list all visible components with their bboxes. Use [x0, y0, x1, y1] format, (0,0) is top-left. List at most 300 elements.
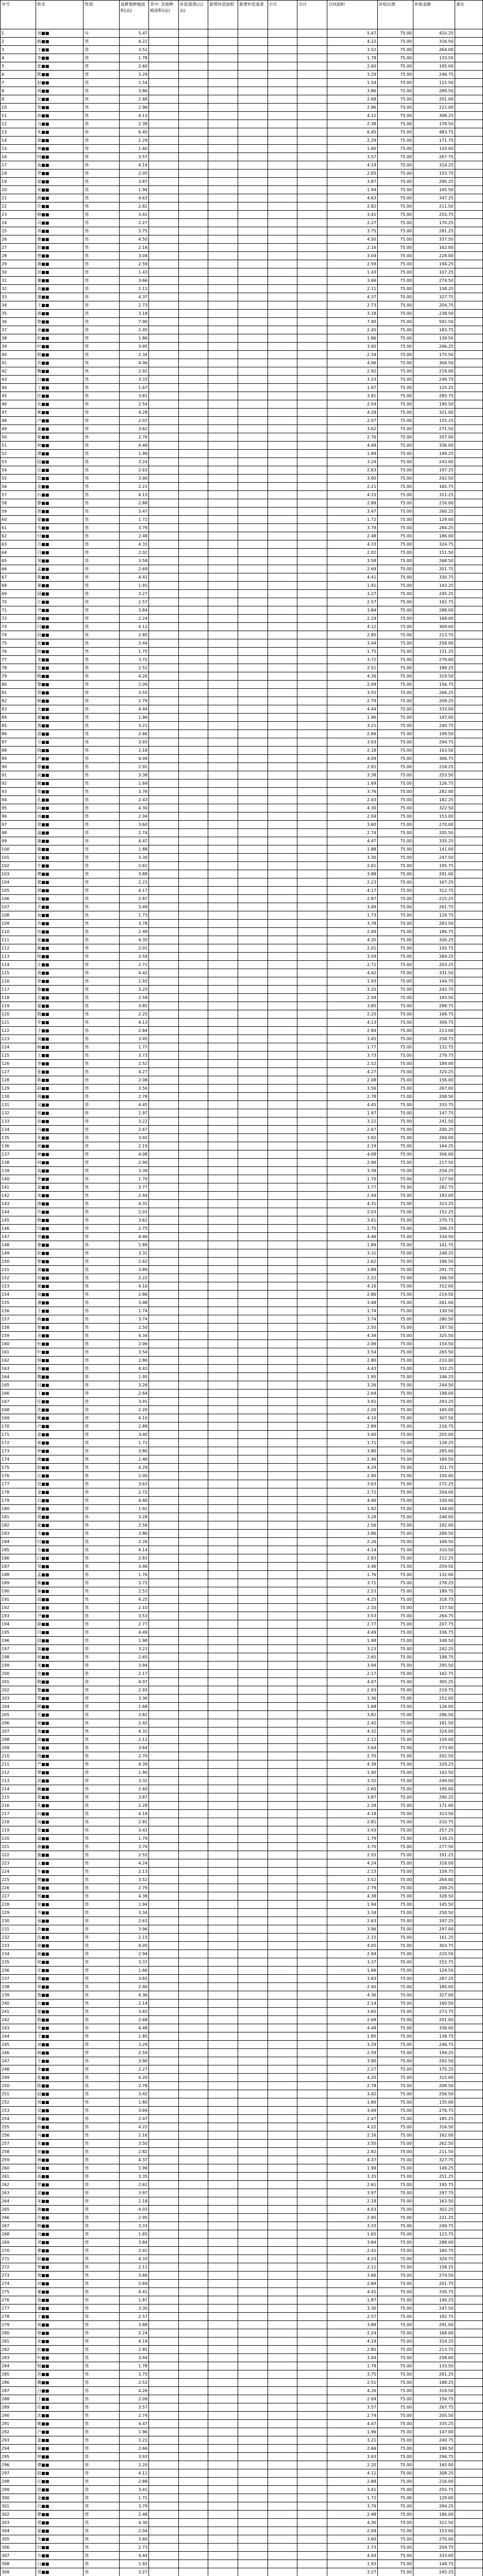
row-index: 299	[1, 2486, 36, 2494]
table-row	[1, 161, 483, 170]
row-area: 4.18	[119, 1810, 149, 1818]
row-empty	[149, 450, 179, 458]
row-empty	[238, 79, 268, 87]
row-amount: 247.50	[413, 854, 455, 862]
row-contract-area: 1.98	[327, 1637, 377, 1645]
row-empty	[178, 1859, 208, 1868]
row-area: 1.69	[119, 779, 149, 788]
row-sex: 男	[84, 2239, 119, 2247]
row-contract-area: 1.67	[327, 384, 377, 392]
row-area: 1.78	[119, 2362, 149, 2370]
row-empty	[208, 2519, 238, 2527]
row-area: 4.42	[119, 969, 149, 977]
row-area: 4.17	[119, 887, 149, 895]
row-name: 刘■■	[36, 2041, 84, 2049]
row-empty	[238, 334, 268, 343]
row-empty	[208, 1991, 238, 1999]
row-empty	[208, 301, 238, 310]
row-empty	[238, 2032, 268, 2041]
row-amount: 337.50	[413, 235, 455, 244]
row-sex: 男	[84, 2206, 119, 2214]
row-index: 276	[1, 2296, 36, 2304]
row-empty	[149, 277, 179, 285]
row-name: 王■■	[36, 2057, 84, 2065]
row-area: 2.71	[119, 961, 149, 969]
row-empty	[268, 1975, 297, 1983]
row-empty	[178, 2222, 208, 2230]
row-sex: 男	[84, 2173, 119, 2181]
row-empty	[238, 442, 268, 450]
row-empty	[297, 1150, 327, 1159]
table-row	[1, 1571, 483, 1579]
row-empty	[238, 301, 268, 310]
row-empty	[238, 1324, 268, 1332]
row-empty	[297, 1563, 327, 1571]
table-row	[1, 54, 483, 62]
row-empty	[238, 1909, 268, 1917]
row-sex: 男	[84, 1480, 119, 1488]
row-area: 2.96	[119, 104, 149, 112]
row-empty	[149, 194, 179, 202]
table-row	[1, 301, 483, 310]
table-row	[1, 1002, 483, 1010]
row-empty	[268, 104, 297, 112]
row-empty	[208, 2511, 238, 2519]
row-name: 崔■■	[36, 2445, 84, 2453]
row-name: 潘■■	[36, 293, 84, 301]
row-sex: 男	[84, 1785, 119, 1793]
row-empty	[149, 722, 179, 730]
row-area: 2.60	[119, 1785, 149, 1793]
row-name: 毛■■	[36, 1711, 84, 1719]
row-note	[455, 1769, 482, 1777]
row-name: 冯■■	[36, 1225, 84, 1233]
row-index: 131	[1, 1101, 36, 1109]
row-empty	[238, 598, 268, 606]
row-note	[455, 870, 482, 878]
row-sex: 男	[84, 71, 119, 79]
row-empty	[208, 79, 238, 87]
row-note	[455, 2478, 482, 2486]
row-contract-area: 2.24	[327, 2329, 377, 2337]
row-empty	[238, 1554, 268, 1563]
row-note	[455, 2313, 482, 2321]
row-empty	[178, 747, 208, 755]
row-empty	[178, 104, 208, 112]
row-empty	[208, 2107, 238, 2115]
row-empty	[178, 598, 208, 606]
row-empty	[208, 1694, 238, 1703]
row-empty	[297, 1340, 327, 1348]
row-note	[455, 112, 482, 120]
row-empty	[208, 466, 238, 474]
row-index: 119	[1, 1002, 36, 1010]
row-name: 韦■■	[36, 2535, 84, 2544]
row-empty	[238, 1233, 268, 1241]
row-percent: 75.00	[377, 194, 413, 202]
row-percent: 75.00	[377, 1159, 413, 1167]
row-empty	[297, 2511, 327, 2519]
table-row	[1, 1488, 483, 1497]
row-empty	[178, 1612, 208, 1620]
row-empty	[178, 1950, 208, 1958]
row-percent: 75.00	[377, 738, 413, 747]
row-empty	[149, 1975, 179, 1983]
row-empty	[149, 2131, 179, 2140]
row-amount: 155.25	[413, 417, 455, 425]
row-amount: 335.25	[413, 2420, 455, 2428]
row-empty	[268, 1629, 297, 1637]
row-empty	[208, 1711, 238, 1719]
row-index: 284	[1, 2362, 36, 2370]
row-contract-area: 3.90	[327, 474, 377, 483]
row-sex: 男	[84, 2024, 119, 2032]
row-empty	[178, 2140, 208, 2148]
row-empty	[268, 1010, 297, 1019]
row-empty	[149, 2478, 179, 2486]
row-note	[455, 1060, 482, 1068]
row-percent: 75.00	[377, 821, 413, 829]
row-percent: 75.00	[377, 450, 413, 458]
row-empty	[149, 2535, 179, 2544]
table-row	[1, 1917, 483, 1925]
row-area: 3.73	[119, 1052, 149, 1060]
row-empty	[208, 2156, 238, 2164]
table-row	[1, 244, 483, 252]
row-percent: 75.00	[377, 557, 413, 565]
row-contract-area: 2.89	[327, 1422, 377, 1431]
row-name: 林■■	[36, 145, 84, 153]
row-percent: 75.00	[377, 285, 413, 293]
row-amount: 195.75	[413, 862, 455, 870]
row-name: 葛■■	[36, 878, 84, 887]
row-sex: 男	[84, 46, 119, 54]
row-empty	[297, 1909, 327, 1917]
row-percent: 75.00	[377, 202, 413, 211]
row-empty	[149, 1711, 179, 1719]
table-row	[1, 755, 483, 763]
row-amount: 202.50	[413, 1752, 455, 1760]
row-empty	[238, 235, 268, 244]
row-area: 4.30	[119, 804, 149, 812]
row-area: 3.33	[119, 2222, 149, 2230]
row-contract-area: 3.42	[327, 2090, 377, 2098]
row-empty	[297, 1892, 327, 1901]
row-index: 210	[1, 1752, 36, 1760]
row-empty	[268, 120, 297, 128]
row-area: 3.81	[119, 392, 149, 400]
row-note	[455, 1472, 482, 1480]
row-empty	[268, 1554, 297, 1563]
table-row	[1, 1126, 483, 1134]
row-empty	[297, 763, 327, 771]
row-empty	[149, 1810, 179, 1818]
row-percent: 75.00	[377, 1299, 413, 1307]
table-row	[1, 1826, 483, 1835]
row-index: 242	[1, 2016, 36, 2024]
row-empty	[238, 936, 268, 944]
row-area: 2.12	[119, 1736, 149, 1744]
row-contract-area: 2.57	[327, 2313, 377, 2321]
row-name: 梁■■	[36, 2189, 84, 2197]
row-contract-area: 1.86	[327, 334, 377, 343]
row-note	[455, 1826, 482, 1835]
table-row	[1, 285, 483, 293]
row-index: 4	[1, 54, 36, 62]
row-amount: 158.25	[413, 285, 455, 293]
row-amount: 214.50	[413, 1291, 455, 1299]
row-empty	[268, 1793, 297, 1802]
table-row	[1, 46, 483, 54]
row-percent: 75.00	[377, 1975, 413, 1983]
table-row	[1, 1909, 483, 1917]
row-name: 高■■	[36, 2173, 84, 2181]
row-name: 潘■■	[36, 2304, 84, 2313]
row-empty	[238, 2222, 268, 2230]
row-index: 256	[1, 2131, 36, 2140]
row-empty	[178, 1274, 208, 1282]
row-empty	[238, 2544, 268, 2552]
row-index: 98	[1, 829, 36, 837]
row-amount: 242.25	[413, 1645, 455, 1653]
row-contract-area: 1.74	[327, 1307, 377, 1315]
column-header: 其中: 其他种植面积(亩)	[149, 1, 179, 29]
row-note	[455, 326, 482, 334]
row-percent: 75.00	[377, 1843, 413, 1851]
row-empty	[268, 870, 297, 878]
row-amount: 292.50	[413, 474, 455, 483]
row-contract-area: 4.39	[327, 1760, 377, 1769]
row-empty	[149, 862, 179, 870]
row-empty	[208, 1258, 238, 1266]
row-empty	[297, 1192, 327, 1200]
row-note	[455, 755, 482, 763]
row-empty	[238, 672, 268, 681]
table-row	[1, 2544, 483, 2552]
row-area: 3.60	[119, 821, 149, 829]
row-empty	[238, 1365, 268, 1373]
row-empty	[297, 994, 327, 1002]
row-percent: 75.00	[377, 104, 413, 112]
row-amount: 139.50	[413, 334, 455, 343]
row-empty	[178, 1505, 208, 1513]
row-empty	[178, 986, 208, 994]
row-contract-area: 1.79	[327, 1835, 377, 1843]
row-sex: 男	[84, 310, 119, 318]
row-note	[455, 2552, 482, 2560]
row-index: 175	[1, 1464, 36, 1472]
row-empty	[149, 1439, 179, 1447]
row-percent: 75.00	[377, 516, 413, 524]
row-amount: 216.00	[413, 2478, 455, 2486]
row-name: 向■■	[36, 1810, 84, 1818]
table-row	[1, 1373, 483, 1381]
table-row	[1, 598, 483, 606]
row-index: 252	[1, 2098, 36, 2107]
row-amount: 213.00	[413, 1027, 455, 1035]
row-empty	[268, 1991, 297, 1999]
row-name: 韦■■	[36, 524, 84, 532]
row-index: 76	[1, 648, 36, 656]
row-empty	[297, 301, 327, 310]
row-empty	[149, 944, 179, 953]
row-sex: 男	[84, 1381, 119, 1389]
row-percent: 75.00	[377, 747, 413, 755]
row-amount: 147.75	[413, 1109, 455, 1117]
row-empty	[149, 623, 179, 631]
row-name: 汪■■	[36, 1472, 84, 1480]
row-empty	[268, 994, 297, 1002]
table-row	[1, 2189, 483, 2197]
row-empty	[149, 779, 179, 788]
row-amount: 255.75	[413, 211, 455, 219]
row-empty	[149, 1505, 179, 1513]
row-empty	[268, 2436, 297, 2445]
table-row	[1, 1447, 483, 1455]
row-note	[455, 623, 482, 631]
row-index: 273	[1, 2272, 36, 2280]
row-empty	[208, 1431, 238, 1439]
row-empty	[208, 1793, 238, 1802]
row-percent: 75.00	[377, 1464, 413, 1472]
table-row	[1, 953, 483, 961]
row-empty	[297, 1216, 327, 1225]
row-percent: 75.00	[377, 2214, 413, 2222]
row-empty	[268, 1019, 297, 1027]
row-name: 魏■■	[36, 1373, 84, 1381]
row-contract-area: 3.22	[327, 1117, 377, 1126]
table-row	[1, 1422, 483, 1431]
row-note	[455, 1513, 482, 1521]
row-empty	[297, 2115, 327, 2123]
row-amount: 149.25	[413, 450, 455, 458]
row-empty	[208, 1662, 238, 1670]
row-empty	[208, 573, 238, 582]
row-empty	[297, 87, 327, 95]
row-note	[455, 1406, 482, 1414]
row-area: 2.45	[119, 326, 149, 334]
row-empty	[149, 1093, 179, 1101]
row-empty	[149, 1686, 179, 1694]
row-name: 韦■■	[36, 1530, 84, 1538]
row-percent: 75.00	[377, 1884, 413, 1892]
row-empty	[178, 2544, 208, 2552]
row-empty	[178, 1488, 208, 1497]
row-empty	[208, 2354, 238, 2362]
row-empty	[208, 2527, 238, 2535]
row-empty	[208, 29, 238, 38]
row-empty	[268, 1653, 297, 1662]
row-empty	[297, 2255, 327, 2263]
row-empty	[268, 1216, 297, 1225]
row-index: 293	[1, 2436, 36, 2445]
row-note	[455, 1884, 482, 1892]
table-row	[1, 549, 483, 557]
row-area: 3.44	[119, 2354, 149, 2362]
row-empty	[208, 499, 238, 507]
row-amount: 180.00	[413, 1983, 455, 1991]
row-area: 2.08	[119, 1076, 149, 1084]
row-empty	[178, 2379, 208, 2387]
row-empty	[208, 2296, 238, 2304]
row-contract-area: 3.62	[327, 425, 377, 433]
row-percent: 75.00	[377, 2123, 413, 2131]
row-empty	[297, 2123, 327, 2131]
row-empty	[178, 1513, 208, 1521]
row-empty	[268, 615, 297, 623]
row-percent: 75.00	[377, 755, 413, 763]
row-empty	[268, 1538, 297, 1546]
row-empty	[208, 326, 238, 334]
row-area: 1.73	[119, 911, 149, 920]
row-empty	[268, 442, 297, 450]
row-empty	[208, 1406, 238, 1414]
row-sex: 男	[84, 137, 119, 145]
row-name: 陶■■	[36, 1678, 84, 1686]
row-empty	[149, 1777, 179, 1785]
row-empty	[208, 1266, 238, 1274]
row-index: 231	[1, 1925, 36, 1934]
row-note	[455, 1068, 482, 1076]
row-percent: 75.00	[377, 1596, 413, 1604]
table-row	[1, 1274, 483, 1282]
row-percent: 75.00	[377, 145, 413, 153]
row-contract-area: 2.16	[327, 2131, 377, 2140]
row-empty	[297, 2321, 327, 2329]
row-empty	[208, 104, 238, 112]
row-empty	[297, 928, 327, 936]
row-sex: 男	[84, 1431, 119, 1439]
row-note	[455, 862, 482, 870]
row-index: 2	[1, 38, 36, 46]
row-empty	[178, 2412, 208, 2420]
row-sex: 男	[84, 2247, 119, 2255]
row-contract-area: 2.59	[327, 2049, 377, 2057]
table-row	[1, 1835, 483, 1843]
row-empty	[149, 1076, 179, 1084]
row-percent: 75.00	[377, 1744, 413, 1752]
row-sex: 男	[84, 953, 119, 961]
row-sex: 男	[84, 1612, 119, 1620]
row-empty	[238, 1002, 268, 1010]
row-empty	[149, 1299, 179, 1307]
row-contract-area: 2.56	[327, 1521, 377, 1530]
row-contract-area: 3.46	[327, 1563, 377, 1571]
row-empty	[149, 1422, 179, 1431]
row-name: 史■■	[36, 664, 84, 672]
row-area: 1.66	[119, 1967, 149, 1975]
row-empty	[208, 1670, 238, 1678]
row-area: 4.35	[119, 936, 149, 944]
row-empty	[208, 2387, 238, 2395]
row-percent: 75.00	[377, 788, 413, 796]
row-sex: 男	[84, 2494, 119, 2502]
row-percent: 75.00	[377, 310, 413, 318]
row-empty	[268, 648, 297, 656]
row-empty	[208, 1307, 238, 1315]
row-empty	[297, 425, 327, 433]
row-index: 292	[1, 2428, 36, 2436]
row-contract-area: 3.53	[327, 1612, 377, 1620]
row-amount: 249.00	[413, 1777, 455, 1785]
row-contract-area: 3.73	[327, 1052, 377, 1060]
row-sex: 男	[84, 1175, 119, 1183]
row-empty	[238, 1291, 268, 1299]
row-sex: 男	[84, 2535, 119, 2544]
table-row	[1, 38, 483, 46]
row-area: 4.03	[119, 2206, 149, 2214]
row-index: 152	[1, 1274, 36, 1282]
